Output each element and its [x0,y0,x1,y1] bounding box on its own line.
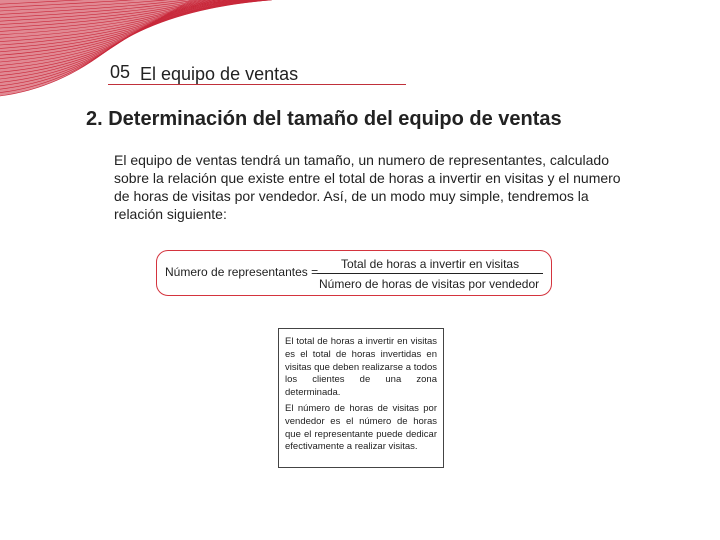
formula-lhs: Número de representantes = [165,265,319,279]
formula-denominator: Número de horas de visitas por vendedor [319,277,540,291]
chapter-header [108,62,406,85]
definition-hours-per-seller: El número de horas de visitas por vendedor es el número de horas que el representante puede dedicar efectivamente a realizar visitas. [285,402,437,453]
chapter-title: El equipo de ventas [140,64,299,84]
formula-numerator: Total de horas a invertir en visitas [341,257,520,271]
definition-total-hours: El total de horas a invertir en visitas es el total de horas invertidas en visitas que deben realizarse a todos los clientes de una zona determinada. [285,336,437,399]
decorative-corner-art [0,0,300,100]
formula-box [156,250,552,296]
fraction-bar [317,273,543,274]
chapter-number: 05 [110,62,131,82]
section-heading: 2. Determinación del tamaño del equipo de ventas [86,108,562,130]
intro-paragraph: El equipo de ventas tendrá un tamaño, un numero de representantes, calculado sobre la relación que existe entre el total de horas a invertir en visitas y el numero de horas de visitas por vendedor. Así, de un modo muy simple, tendremos la relación siguiente: [114,152,621,222]
definition-box [278,328,444,468]
